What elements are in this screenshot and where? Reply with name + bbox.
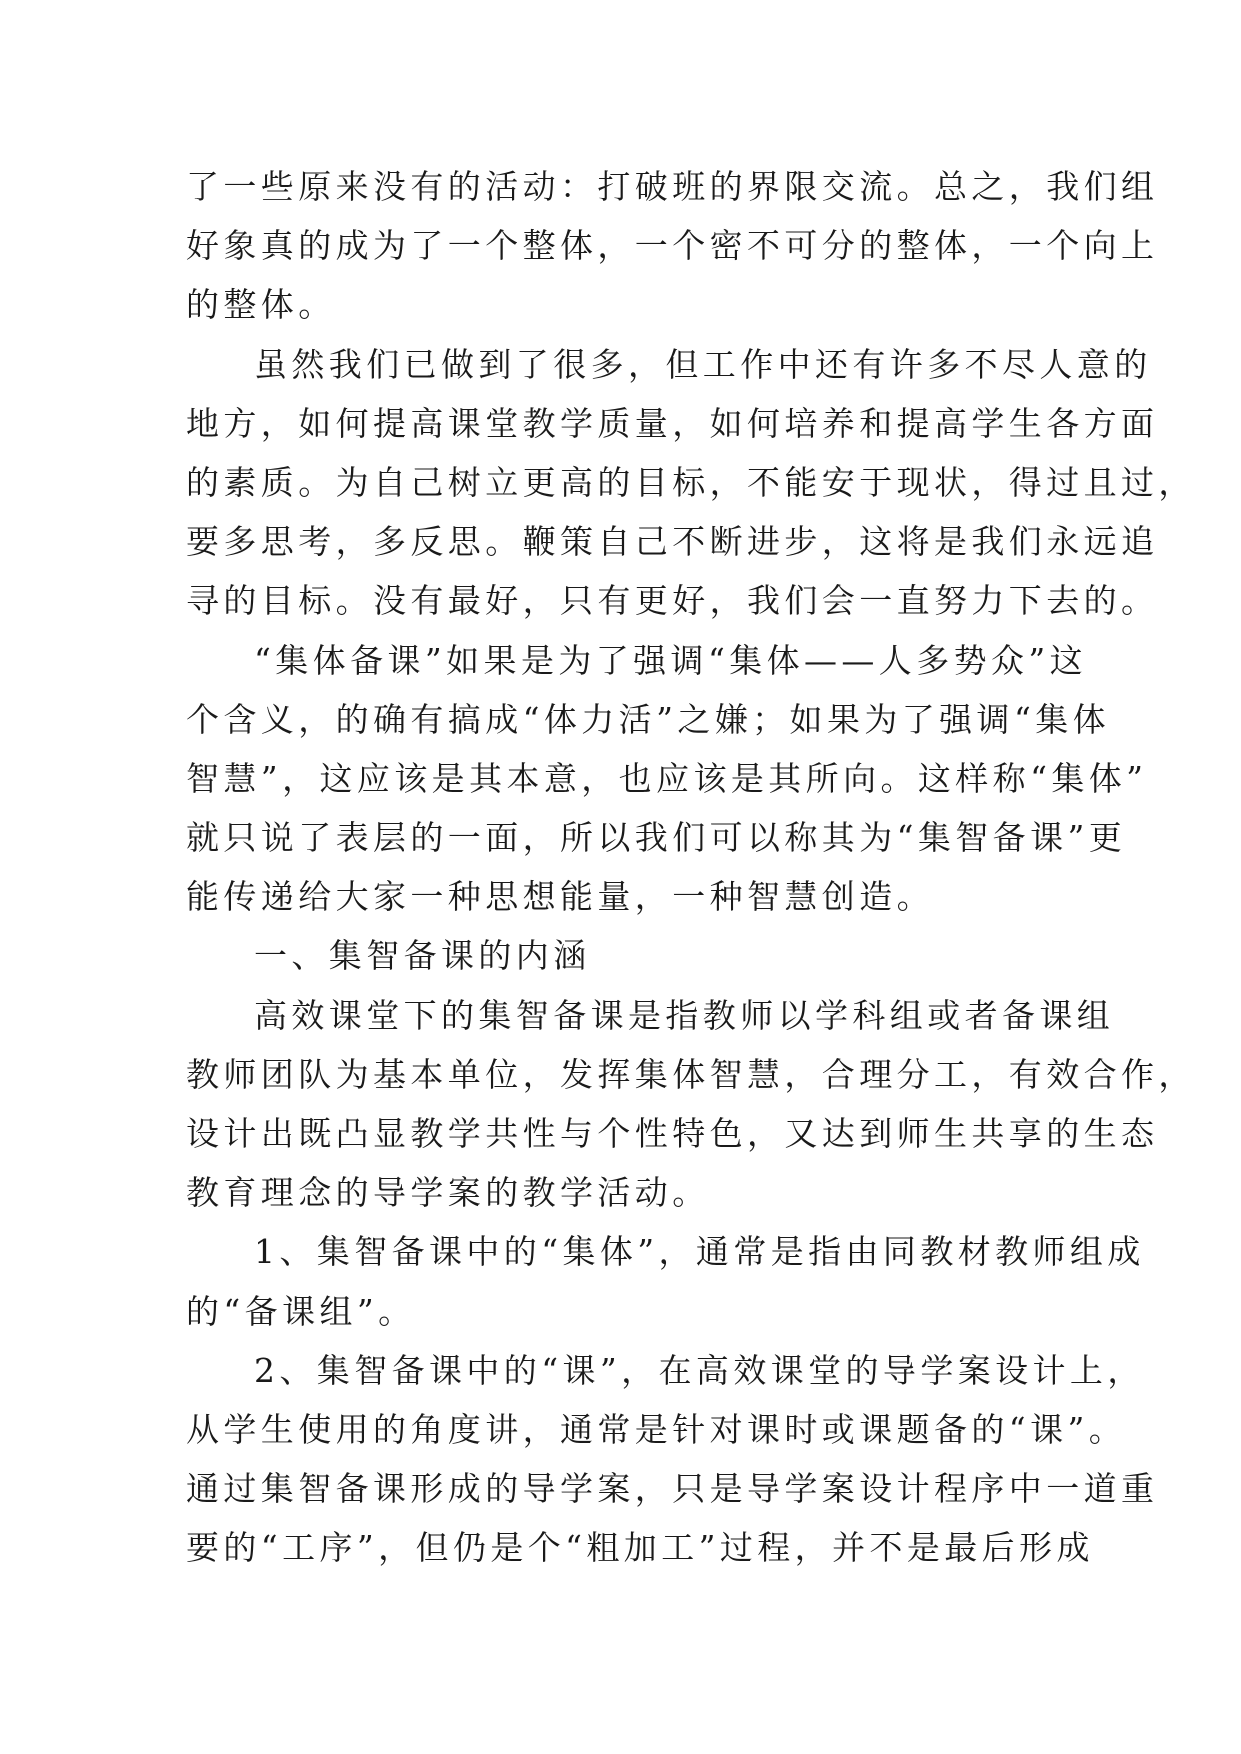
paragraph-first-line: “集体备课”如果是为了强调“集体——人多势众”这 <box>254 640 1088 680</box>
text-line: 了一些原来没有的活动：打破班的界限交流。总之，我们组 <box>186 167 1159 206</box>
document-body <box>186 157 1196 1578</box>
text-line: 教师团队为基本单位，发挥集体智慧，合理分工，有效合作， <box>186 1054 1196 1094</box>
text-line: 设计出既凸显教学共性与个性特色，又达到师生共享的生态 <box>186 1114 1159 1153</box>
text-line: 的“备课组”。 <box>186 1291 416 1331</box>
text-line: 的素质。为自己树立更高的目标，不能安于现状，得过且过， <box>186 462 1196 502</box>
text-line: 能传递给大家一种思想能量，一种智慧创造。 <box>186 877 934 917</box>
list-item-first-line: 2、集智备课中的“课”，在高效课堂的导学案设计上， <box>254 1350 1145 1390</box>
text-line: 要的“工序”，但仍是个“粗加工”过程，并不是最后形成 <box>186 1528 1094 1568</box>
text-line: 个含义，的确有搞成“体力活”之嫌；如果为了强调“集体 <box>186 699 1111 739</box>
text-line: 智慧”，这应该是其本意，也应该是其所向。这样称“集体” <box>186 758 1148 798</box>
text-line: 教育理念的导学案的教学活动。 <box>186 1173 710 1213</box>
text-line: 从学生使用的角度讲，通常是针对课时或课题备的“课”。 <box>186 1409 1127 1449</box>
text-line: 通过集智备课形成的导学案，只是导学案设计程序中一道重 <box>186 1469 1159 1509</box>
section-heading: 一、集智备课的内涵 <box>254 936 591 976</box>
text-line: 地方，如何提高课堂教学质量，如何培养和提高学生各方面 <box>186 403 1159 443</box>
paragraph-first-line: 虽然我们已做到了很多，但工作中还有许多不尽人意的 <box>254 344 1152 384</box>
paragraph-first-line: 高效课堂下的集智备课是指教师以学科组或者备课组 <box>254 995 1115 1035</box>
text-line: 寻的目标。没有最好，只有更好，我们会一直努力下去的。 <box>186 581 1159 621</box>
text-line: 的整体。 <box>186 285 336 325</box>
text-line: 好象真的成为了一个整体，一个密不可分的整体，一个向上 <box>186 226 1159 266</box>
text-line: 就只说了表层的一面，所以我们可以称其为“集智备课”更 <box>186 818 1127 858</box>
list-item-first-line: 1、集智备课中的“集体”，通常是指由同教材教师组成 <box>254 1232 1145 1272</box>
text-line: 要多思考，多反思。鞭策自己不断进步，这将是我们永远追 <box>186 522 1159 562</box>
